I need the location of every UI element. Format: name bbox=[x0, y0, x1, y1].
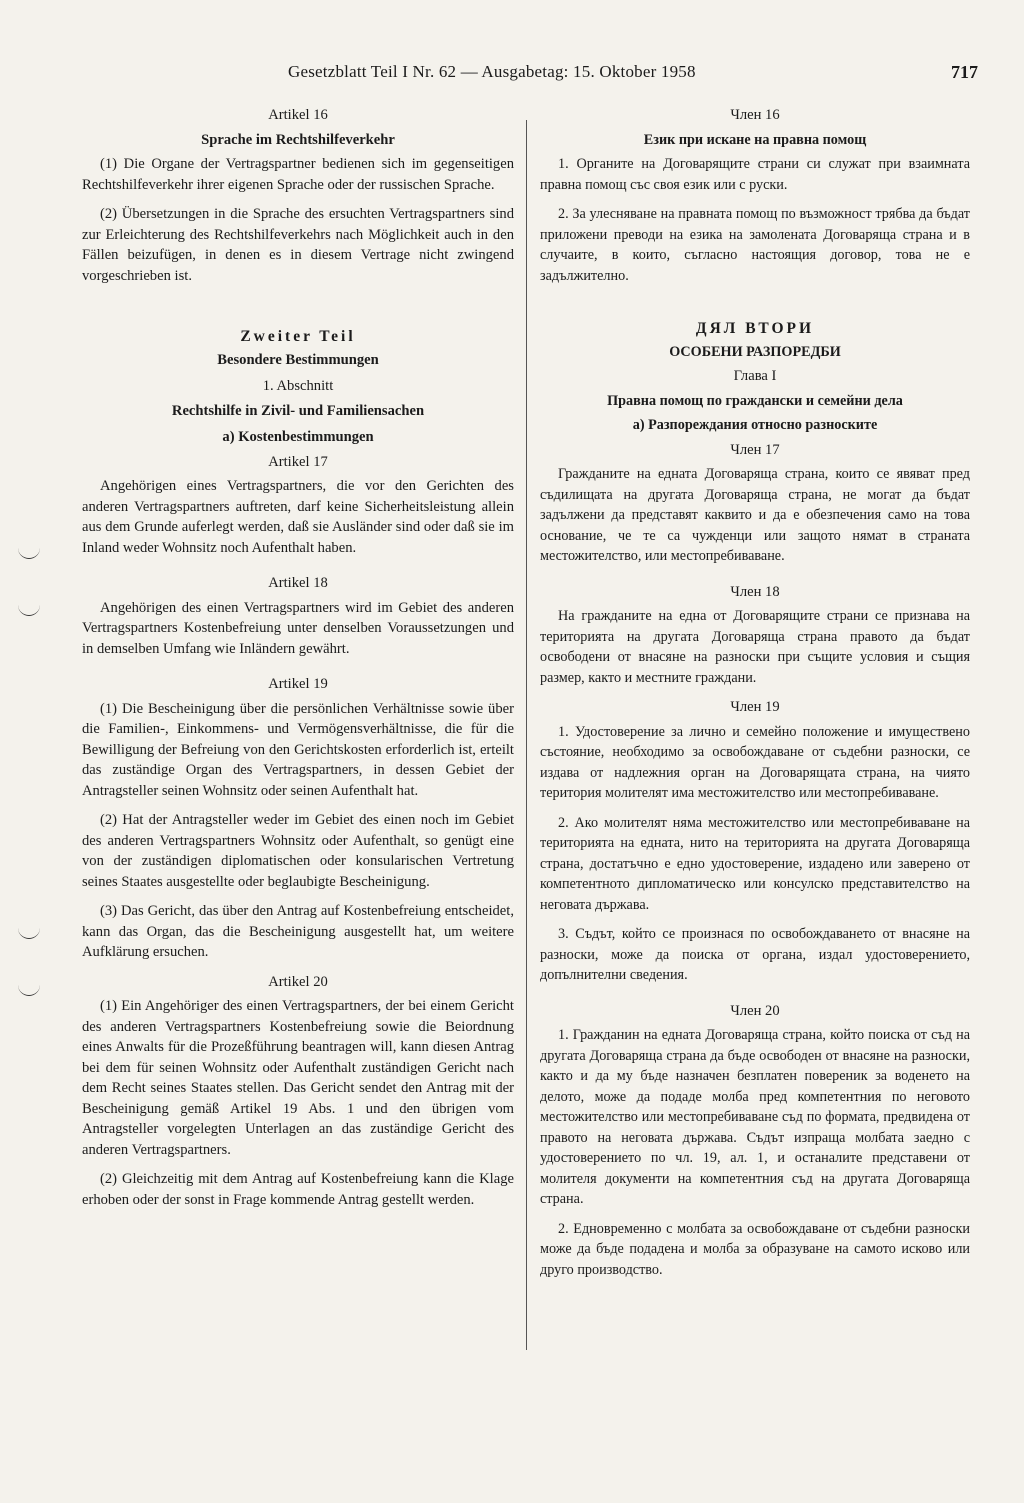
article-subheading: Sprache im Rechtshilfeverkehr bbox=[201, 131, 395, 148]
paragraph: Гражданите на едната Договаряща страна, които се явяват пред съдилищата на другата Договаряща страна, не могат да бъдат задължени да представят каквито и да е обезпечения само на това основание, че те са чужденци или защото нямат в страната местожителство, или местопребиваване. bbox=[540, 466, 970, 564]
paragraph: 1. Удостоверение за лично и семейно положение и имуществено състояние, необходимо за освобождаване от съдебни разноски, се издава от надлежния орган на Договарящата страна, на чиято територия молителят има местожителство или местопребиваване. bbox=[540, 723, 970, 801]
margin-mark bbox=[18, 548, 40, 559]
article-heading: Член 19 bbox=[730, 699, 780, 715]
paragraph: 2. Едновременно с молбата за освобождаване от съдебни разноски може да бъде подадена и молба за образуване на самото исково или друго производство. bbox=[540, 1220, 970, 1278]
margin-mark bbox=[18, 985, 40, 996]
chapter-heading: Глава I bbox=[733, 368, 777, 384]
paragraph: (2) Übersetzungen in die Sprache des ersuchten Vertragspartners sind zur Erleichterung des Rechtshilfeverkehrs nach Möglichkeit auch in den Fällen beizufügen, in denen es in diesem Vertrage nicht zwingend vorgeschrieben ist. bbox=[82, 206, 514, 284]
column-divider bbox=[526, 120, 527, 1350]
section-heading: 1. Abschnitt bbox=[262, 378, 334, 394]
page-number: 717 bbox=[951, 62, 978, 82]
article-heading: Artikel 16 bbox=[268, 107, 328, 123]
paragraph: (1) Die Bescheinigung über die persönlichen Verhältnisse sowie über die Familien-, Einkommens- und Vermögensverhältnisse, die für die Bewilligung der Befreiung von den Gerichtskosten erforderlich ist, erteilt das zuständige Organ des Vertragspartners, in dessen Gebiet der Antragsteller seinen Wohnsitz oder seinen Aufenthalt hat. bbox=[82, 700, 514, 799]
paragraph: 3. Съдът, който се произнася по освобождаването от внасяне на разноски, може да поиска от органа, издал удостоверението, допълнителни сведения. bbox=[540, 926, 970, 983]
article-heading: Artikel 20 bbox=[268, 973, 328, 990]
page-header bbox=[288, 60, 978, 90]
bulgarian-column bbox=[540, 105, 970, 1289]
paragraph: (2) Gleichzeitig mit dem Antrag auf Kostenbefreiung kann die Klage erhoben oder der sonst in Frage kommende Antrag gestellt werden. bbox=[82, 1171, 514, 1208]
article-heading: Artikel 17 bbox=[268, 453, 328, 470]
paragraph: На гражданите на една от Договарящите страни се признава на територията на другата Договаряща страна правото да бъдат освободени от внасяне на разноски при същите условия и същия размер, както и местните граждани. bbox=[540, 608, 970, 686]
article-heading: Член 18 bbox=[730, 583, 780, 600]
margin-mark bbox=[18, 605, 40, 616]
paragraph: (3) Das Gericht, das über den Antrag auf Kostenbefreiung entscheidet, kann das Organ, das die Bescheinigung ausgestellt hat, um weitere Aufklärung ersuchen. bbox=[82, 903, 514, 960]
part-subheading: ОСОБЕНИ РАЗПОРЕДБИ bbox=[669, 343, 841, 360]
article-heading: Artikel 19 bbox=[268, 676, 328, 692]
gazette-title: Gesetzblatt Teil I Nr. 62 — Ausgabetag: 15. Oktober 1958 bbox=[288, 62, 696, 81]
paragraph: (1) Die Organe der Vertragspartner bedienen sich im gegenseitigen Rechtshilfeverkehr ihrer eigenen Sprache oder der russischen Sprache. bbox=[82, 156, 514, 193]
paragraph: 1. Гражданин на едната Договаряща страна, който поиска от съд на другата Договаряща страна да бъде освободен от внасяне на разноски, както и да му бъде назначен безплатен повереник за воденето на делото, може да подаде молба пред компетентния по неговото местожителство или местопребиваване съд по формата, предвидена от правото на неговата държава. Съдът изпраща молбата заедно с удостоверението по чл. 19, ал. 1, и останалите представени от молителя документи на компетентния съд на другата Договаряща страна. bbox=[540, 1027, 970, 1207]
article-subheading: Език при искане на правна помощ bbox=[643, 131, 867, 148]
article-heading: Член 17 bbox=[730, 441, 780, 458]
subsection-heading: a) Kostenbestimmungen bbox=[222, 429, 374, 445]
german-column bbox=[82, 105, 514, 1219]
paragraph: 1. Органите на Договарящите страни си служат при взаимната правна помощ със своя език или с руски. bbox=[540, 156, 970, 193]
part-heading: ДЯЛ ВТОРИ bbox=[695, 320, 815, 337]
paragraph: (2) Hat der Antragsteller weder im Gebiet des einen noch im Gebiet des anderen Vertragspartners Wohnsitz oder Aufenthalt, so genügt eine von der zuständigen diplomatischen oder konsularischen Vertretung seines Staates ausgestellte oder beglaubigte Bescheinigung. bbox=[82, 812, 514, 890]
paragraph: Angehörigen eines Vertragspartners, die vor den Gerichten des anderen Vertragspartners auftreten, darf keine Sicherheitsleistung allein aus dem Grunde auferlegt werden, daß sie Ausländer sind oder daß sie im Inland weder Wohnsitz noch Aufenthalt haben. bbox=[82, 478, 514, 556]
part-subheading: Besondere Bestimmungen bbox=[217, 351, 379, 368]
paragraph: 2. За улесняване на правната помощ по възможност трябва да бъдат приложени преводи на езика на замолената Договаряща страна и в случаите, в които, съгласно настоящия договор, това не е задължително. bbox=[540, 206, 970, 284]
article-heading: Artikel 18 bbox=[268, 575, 328, 591]
article-heading: Член 20 bbox=[730, 1002, 780, 1019]
margin-mark bbox=[18, 928, 40, 939]
paragraph: 2. Ако молителят няма местожителство или местопребиваване на територията на едната, нито на територията на другата Договаряща страна, достатъчно е едно удостоверение, издадено или заверено от компетентното дипломатическо или консулско представителство на неговата държава. bbox=[540, 814, 970, 913]
chapter-subheading: Правна помощ по граждански и семейни дела bbox=[607, 392, 903, 409]
section-subheading: Rechtshilfe in Zivil- und Familiensachen bbox=[171, 402, 425, 419]
subsection-heading: а) Разпореждания относно разноските bbox=[632, 417, 878, 433]
article-heading: Член 16 bbox=[730, 107, 780, 123]
paragraph: (1) Ein Angehöriger des einen Vertragspartners, der bei einem Gericht des anderen Vertragspartners Kostenbefreiung sowie die Beiordnung eines Anwalts für die Prozeßführung beantragen will, kann diesen Antrag bei dem für seinen Wohnsitz oder Aufenthalt zuständigen Gericht nach dem Recht seines Staates stellen. Das Gericht sendet den Antrag mit der Bescheinigung gemäß Artikel 19 Abs. 1 und den übrigen vom Antragsteller vorgelegten Unterlagen an das zuständige Gericht des anderen Vertragspartners. bbox=[82, 998, 514, 1158]
paragraph: Angehörigen des einen Vertragspartners wird im Gebiet des anderen Vertragspartners Kostenbefreiung unter denselben Voraussetzungen und in demselben Umfang wie Inländern gewährt. bbox=[82, 599, 514, 657]
part-heading: Zweiter Teil bbox=[240, 328, 356, 345]
